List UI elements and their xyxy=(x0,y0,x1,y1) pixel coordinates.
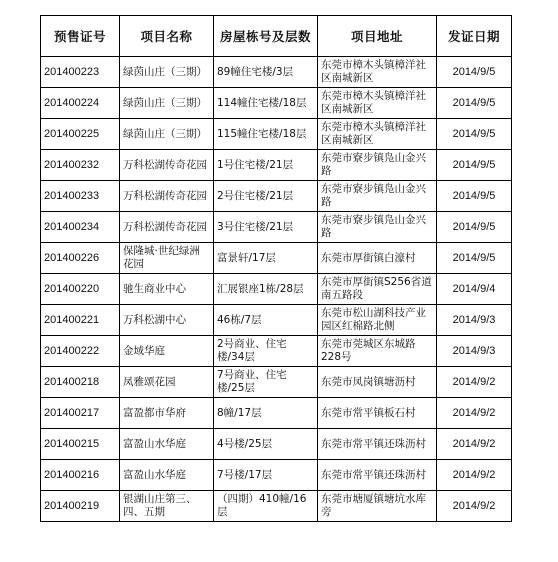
cell-building-floors: 1号住宅楼/21层 xyxy=(214,150,318,181)
cell-building-floors: 4号楼/25层 xyxy=(214,429,318,460)
cell-building-floors: 7号楼/17层 xyxy=(214,460,318,491)
cell-building-floors: 3号住宅楼/21层 xyxy=(214,212,318,243)
table-row xyxy=(41,429,512,460)
table-row xyxy=(41,57,512,88)
cell-project-name: 富盈都市华府 xyxy=(120,398,214,429)
cell-project-address: 东莞市厚街镇白濠村 xyxy=(318,243,437,274)
cell-permit-number: 201400220 xyxy=(41,274,120,305)
cell-issue-date: 2014/9/3 xyxy=(437,305,512,336)
cell-project-name: 万科松湖传奇花园 xyxy=(120,181,214,212)
header-building-floors: 房屋栋号及层数 xyxy=(214,16,318,57)
cell-issue-date: 2014/9/5 xyxy=(437,212,512,243)
cell-issue-date: 2014/9/5 xyxy=(437,88,512,119)
header-project-address: 项目地址 xyxy=(318,16,437,57)
cell-project-name: 富盈山水华庭 xyxy=(120,429,214,460)
header-project-name: 项目名称 xyxy=(120,16,214,57)
cell-issue-date: 2014/9/2 xyxy=(437,491,512,522)
cell-building-floors: 富景轩/17层 xyxy=(214,243,318,274)
cell-project-address: 东莞市樟木头镇樟洋社区南城新区 xyxy=(318,57,437,88)
cell-project-name: 富盈山水华庭 xyxy=(120,460,214,491)
table-header-row xyxy=(41,16,512,57)
cell-project-name: 万科松湖中心 xyxy=(120,305,214,336)
cell-building-floors: 7号商业、住宅楼/25层 xyxy=(214,367,318,398)
table-row xyxy=(41,274,512,305)
cell-project-name: 绿茵山庄（三期） xyxy=(120,57,214,88)
table-row xyxy=(41,181,512,212)
cell-permit-number: 201400226 xyxy=(41,243,120,274)
cell-project-address: 东莞市寮步镇凫山金兴路 xyxy=(318,150,437,181)
presale-permit-table xyxy=(40,15,512,522)
cell-project-name: 凤雅颂花园 xyxy=(120,367,214,398)
cell-issue-date: 2014/9/4 xyxy=(437,274,512,305)
cell-permit-number: 201400234 xyxy=(41,212,120,243)
cell-issue-date: 2014/9/5 xyxy=(437,57,512,88)
cell-project-address: 东莞市常平镇还珠沥村 xyxy=(318,429,437,460)
cell-issue-date: 2014/9/2 xyxy=(437,460,512,491)
cell-permit-number: 201400233 xyxy=(41,181,120,212)
cell-issue-date: 2014/9/5 xyxy=(437,119,512,150)
cell-project-name: 万科松湖传奇花园 xyxy=(120,212,214,243)
cell-project-name: 金域华庭 xyxy=(120,336,214,367)
cell-issue-date: 2014/9/2 xyxy=(437,398,512,429)
cell-project-address: 东莞市常平镇板石村 xyxy=(318,398,437,429)
table-row xyxy=(41,88,512,119)
cell-permit-number: 201400219 xyxy=(41,491,120,522)
cell-project-name: 银湖山庄第三、四、五期 xyxy=(120,491,214,522)
cell-permit-number: 201400216 xyxy=(41,460,120,491)
table-row xyxy=(41,212,512,243)
cell-issue-date: 2014/9/2 xyxy=(437,367,512,398)
table-row xyxy=(41,150,512,181)
header-permit-number: 预售证号 xyxy=(41,16,120,57)
cell-permit-number: 201400223 xyxy=(41,57,120,88)
cell-issue-date: 2014/9/5 xyxy=(437,243,512,274)
cell-permit-number: 201400232 xyxy=(41,150,120,181)
cell-project-address: 东莞市常平镇还珠沥村 xyxy=(318,460,437,491)
cell-project-address: 东莞市厚街镇S256省道南五路段 xyxy=(318,274,437,305)
cell-project-address: 东莞市凤岗镇塘沥村 xyxy=(318,367,437,398)
cell-project-name: 驰生商业中心 xyxy=(120,274,214,305)
cell-building-floors: 89幢住宅楼/3层 xyxy=(214,57,318,88)
cell-permit-number: 201400221 xyxy=(41,305,120,336)
cell-permit-number: 201400215 xyxy=(41,429,120,460)
cell-issue-date: 2014/9/5 xyxy=(437,181,512,212)
cell-permit-number: 201400222 xyxy=(41,336,120,367)
cell-issue-date: 2014/9/2 xyxy=(437,429,512,460)
cell-building-floors: 2号商业、住宅楼/34层 xyxy=(214,336,318,367)
cell-project-address: 东莞市松山湖科技产业园区红棉路北侧 xyxy=(318,305,437,336)
table-row xyxy=(41,398,512,429)
cell-permit-number: 201400225 xyxy=(41,119,120,150)
cell-issue-date: 2014/9/5 xyxy=(437,150,512,181)
cell-project-address: 东莞市寮步镇凫山金兴路 xyxy=(318,212,437,243)
cell-project-address: 东莞市樟木头镇樟洋社区南城新区 xyxy=(318,88,437,119)
table-row xyxy=(41,336,512,367)
cell-permit-number: 201400224 xyxy=(41,88,120,119)
cell-permit-number: 201400218 xyxy=(41,367,120,398)
cell-project-address: 东莞市莞城区东城路228号 xyxy=(318,336,437,367)
cell-building-floors: 115幢住宅楼/18层 xyxy=(214,119,318,150)
table-row xyxy=(41,367,512,398)
table-row xyxy=(41,119,512,150)
cell-project-address: 东莞市樟木头镇樟洋社区南城新区 xyxy=(318,119,437,150)
cell-building-floors: 汇展银座1栋/28层 xyxy=(214,274,318,305)
cell-project-name: 万科松湖传奇花园 xyxy=(120,150,214,181)
cell-permit-number: 201400217 xyxy=(41,398,120,429)
table-row xyxy=(41,460,512,491)
cell-issue-date: 2014/9/3 xyxy=(437,336,512,367)
cell-project-address: 东莞市塘厦镇塘坑水库旁 xyxy=(318,491,437,522)
cell-project-address: 东莞市寮步镇凫山金兴路 xyxy=(318,181,437,212)
table-row xyxy=(41,305,512,336)
cell-building-floors: 2号住宅楼/21层 xyxy=(214,181,318,212)
header-issue-date: 发证日期 xyxy=(437,16,512,57)
cell-building-floors: 46栋/7层 xyxy=(214,305,318,336)
cell-building-floors: （四期）410幢/16层 xyxy=(214,491,318,522)
cell-project-name: 保隆城·世纪绿洲花园 xyxy=(120,243,214,274)
table-row xyxy=(41,491,512,522)
presale-table-container xyxy=(40,15,511,522)
cell-project-name: 绿茵山庄（三期） xyxy=(120,119,214,150)
table-body xyxy=(41,57,512,522)
cell-project-name: 绿茵山庄（三期） xyxy=(120,88,214,119)
cell-building-floors: 8幢/17层 xyxy=(214,398,318,429)
table-row xyxy=(41,243,512,274)
cell-building-floors: 114幢住宅楼/18层 xyxy=(214,88,318,119)
